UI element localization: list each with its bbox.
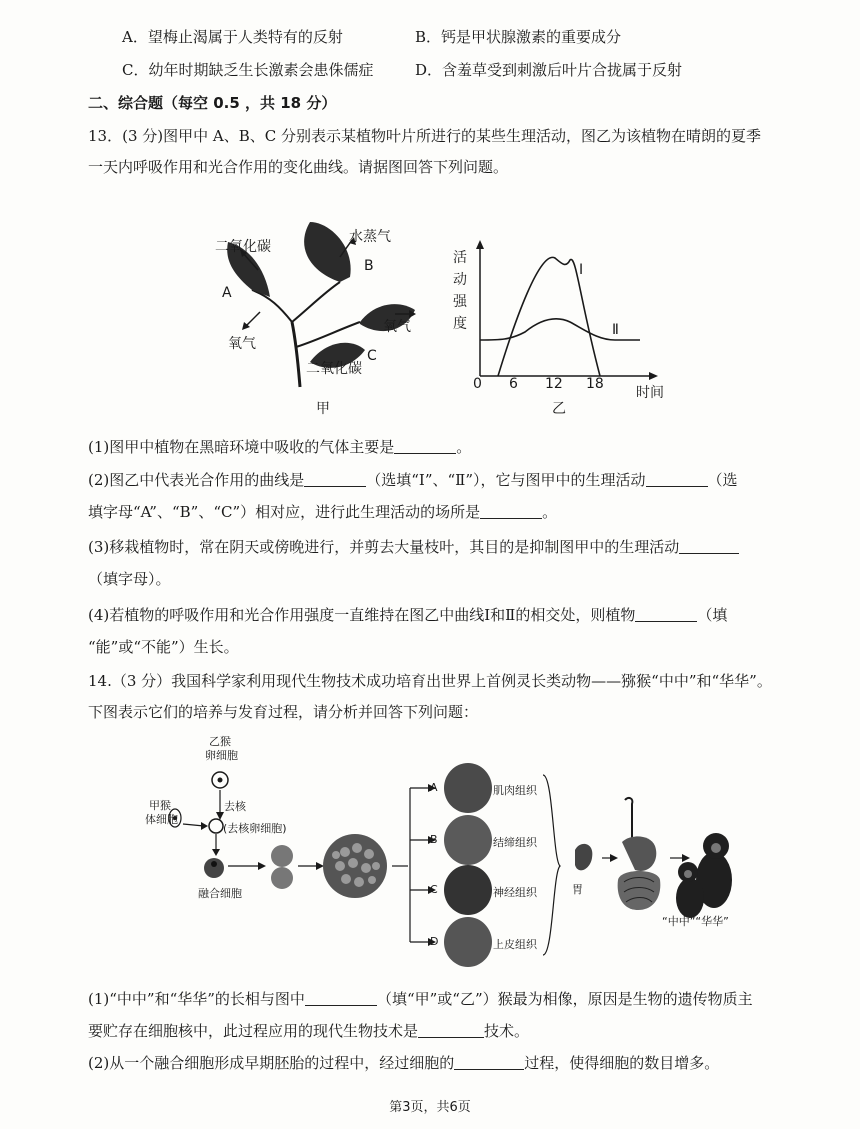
option-c: C．幼年时期缺乏生长激素会患侏儒症 <box>122 61 374 79</box>
label-co2-bottom: 二氧化碳 <box>306 361 362 377</box>
answer-blank[interactable] <box>304 470 366 487</box>
label-o2-right: 氧气 <box>383 319 411 335</box>
curve-i <box>498 257 600 376</box>
label-muscle: 肌肉组织 <box>493 784 537 797</box>
x-tick-12: 12 <box>545 376 563 392</box>
curve-i-label: Ⅰ <box>579 262 584 278</box>
x-tick-6: 6 <box>509 376 518 392</box>
q13-part1: (1)图甲中植物在黑暗环境中吸收的气体主要是 。 <box>88 438 472 456</box>
label-co2-top: 二氧化碳 <box>215 239 271 255</box>
epithelial-tissue-image <box>444 917 492 967</box>
answer-blank[interactable] <box>418 1021 484 1038</box>
y-axis-label: 活 动 强 度 <box>453 250 467 332</box>
answer-blank[interactable] <box>480 502 542 519</box>
q13-part3-line2: （填字母）。 <box>88 570 171 588</box>
answer-blank[interactable] <box>394 437 456 454</box>
muscle-tissue-image <box>444 763 492 813</box>
label-egg-2: 卵细胞 <box>205 749 238 762</box>
branch-b: B <box>430 833 438 846</box>
digestive-system-image <box>618 798 661 910</box>
cloning-process-diagram <box>150 730 750 980</box>
caption-yi: 乙 <box>552 401 566 417</box>
nerve-tissue-image <box>444 865 492 915</box>
answer-blank[interactable] <box>454 1053 524 1070</box>
label-epithelial: 上皮组织 <box>493 938 537 951</box>
option-b: B．钙是甲状腺激素的重要成分 <box>415 28 622 46</box>
x-axis-label: 时间 <box>636 385 664 401</box>
label-o2-left: 氧气 <box>228 336 256 352</box>
answer-blank[interactable] <box>305 989 377 1006</box>
curve-ii-label: Ⅱ <box>612 322 619 338</box>
branch-a: A <box>430 781 438 794</box>
option-d: D．含羞草受到刺激后叶片合拢属于反射 <box>415 61 683 79</box>
branch-d: D <box>430 935 439 948</box>
label-body-2: 体细胞 <box>145 813 178 826</box>
q13-part3-line1: (3)移栽植物时，常在阴天或傍晚进行，并剪去大量枝叶，其目的是抑制图甲中的生理活动 <box>88 536 739 558</box>
q14-intro-line2: 下图表示它们的培养与发育过程，请分析并回答下列问题： <box>88 703 479 721</box>
stomach-image <box>575 844 592 870</box>
label-fused-cell: 融合细胞 <box>198 887 242 900</box>
monkeys-image <box>676 833 732 918</box>
label-enucleate: 去核 <box>224 800 246 813</box>
page-footer: 第3页，共6页 <box>389 1100 471 1115</box>
label-enucleated-egg: (去核卵细胞) <box>223 822 287 835</box>
label-water-vapor: 水蒸气 <box>349 229 391 245</box>
label-body-1: 甲猴 <box>149 799 171 812</box>
label-stomach: 胃 <box>572 883 583 896</box>
q13-part2-line2: 填字母“A”、“B”、“C”）相对应，进行此生理活动的场所是 。 <box>88 503 558 521</box>
enucleated-egg <box>209 819 223 833</box>
label-egg-1: 乙猴 <box>209 735 231 748</box>
connective-tissue-image <box>444 815 492 865</box>
caption-jia: 甲 <box>316 401 330 417</box>
label-nerve: 神经组织 <box>493 886 537 899</box>
q14-part2: (2)从一个融合细胞形成早期胚胎的过程中，经过细胞的 过程，使得细胞的数目增多。 <box>88 1054 720 1072</box>
activity-curve-chart <box>470 240 660 390</box>
q13-intro-line2: 一天内呼吸作用和光合作用的变化曲线。请据图回答下列问题。 <box>88 158 509 176</box>
x-tick-18: 18 <box>586 376 604 392</box>
two-cell-embryo <box>271 845 293 867</box>
label-c: C <box>367 348 377 364</box>
q14-part1-line1: (1)“中中”和“华华”的长相与图中 （填“甲”或“乙”）猴最为相像，原因是生物的遗传物质主 <box>88 990 753 1008</box>
q13-part4-line2: “能”或“不能”）生长。 <box>88 638 239 656</box>
answer-blank[interactable] <box>635 605 697 622</box>
q13-intro-line1: 13．(3 分)图甲中 A、B、C 分别表示某植物叶片所进行的某些生理活动，图乙为该植物在晴朗的夏季 <box>88 127 761 145</box>
option-a: A．望梅止渴属于人类特有的反射 <box>122 28 343 46</box>
label-monkeys: “中中”“华华” <box>662 915 729 928</box>
q14-intro-line1: 14.（3 分）我国科学家利用现代生物技术成功培育出世界上首例灵长类动物——猕猴“中中”和“华华”。 <box>88 672 772 690</box>
answer-blank[interactable] <box>679 537 739 554</box>
label-b: B <box>364 258 374 274</box>
q13-part2-line1: (2)图乙中代表光合作用的曲线是 （选填“Ⅰ”、“Ⅱ”），它与图甲中的生理活动 （选 <box>88 471 738 489</box>
q13-part4-line1: (4)若植物的呼吸作用和光合作用强度一直维持在图乙中曲线Ⅰ和Ⅱ的相交处，则植物 （填 <box>88 606 728 624</box>
answer-blank[interactable] <box>646 470 708 487</box>
section-title: 二、综合题（每空 0.5 ，共 18 分） <box>88 94 337 112</box>
q14-part1-line2: 要贮存在细胞核中，此过程应用的现代生物技术是 技术。 <box>88 1022 530 1040</box>
label-a: A <box>222 285 232 301</box>
label-connective: 结缔组织 <box>493 836 537 849</box>
branch-c: C <box>430 883 438 896</box>
x-tick-0: 0 <box>473 376 482 392</box>
